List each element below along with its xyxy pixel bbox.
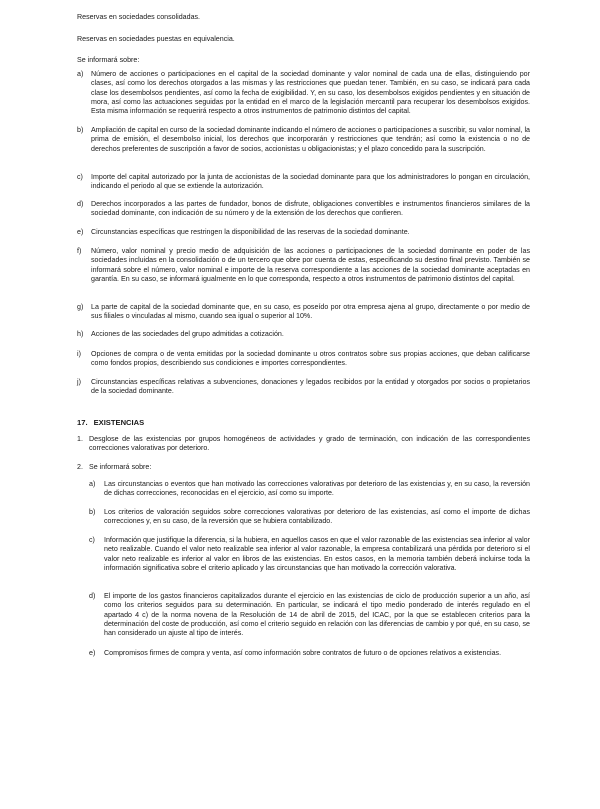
list-text: Circunstancias específicas que restringen la disponibilidad de las reservas de la sociedad dominante. <box>91 228 410 236</box>
list-text: Información que justifique la diferencia, si la hubiera, en aquellos casos en que el valor razonable de las existencias sea inferior al valor neto realizable. Cuando el valor neto realizable sea inferior al valor razonable, la empresa contabilizará una pérdida por deterioro si el valor neto realizable es inferior al valor en libros de las existencias. En estos casos, en la memoria también deberá incluirse toda la información significativa sobre el criterio aplicado y las circunstancias que han motivado la corrección valorativa. <box>104 536 530 572</box>
list-label: 1. <box>77 435 83 443</box>
list-text: Acciones de las sociedades del grupo admitidas a cotización. <box>91 330 284 338</box>
intro-line-3: Se informará sobre: <box>77 56 140 64</box>
list-label: h) <box>77 330 84 338</box>
list-label: i) <box>77 350 81 358</box>
list-label: e) <box>77 228 84 236</box>
list-label: 2. <box>77 463 83 471</box>
section-number: 17. <box>77 418 88 427</box>
list-text: Número de acciones o participaciones en el capital de la sociedad dominante y valor nominal de cada una de ellas, distinguiendo por clases, así como los derechos otorgados a las mismas y las restricciones que puedan tener. También, en su caso, se indicará para cada clase los desembolsos pendientes, así como la fecha de exigibilidad. Y, en su caso, los desembolsos exigidos pendientes y en situación de mora, así como las actuaciones seguidas por la entidad en el marco de la legislación mercantil para recuperar los desembolsos exigidos. Esta misma información se requerirá respecto a otros instrumentos de patrimonio distintos del capital. <box>91 70 530 116</box>
list-label: f) <box>77 247 82 255</box>
list-text: El importe de los gastos financieros capitalizados durante el ejercicio en las existencias de ciclo de producción superior a un año, así como los criterios seguidos para su determinación. En particular, se indicará el tipo medio ponderado de interés regulado en el apartado 4 c) de la norma novena de la Resolución de 14 de abril de 2015, del ICAC, por la que se establecen criterios para la determinación del coste de producción, así como el criterio seguido en relación con las diferencias de cambio y por qué, en su caso, se han considerado un ajuste al tipo de interés. <box>104 592 530 638</box>
list-label: g) <box>77 303 84 311</box>
list-label: d) <box>77 200 84 208</box>
list-text: Número, valor nominal y precio medio de adquisición de las acciones o participaciones de la sociedad dominante en poder de las sociedades incluidas en la consolidación o de un tercero que obre por cuenta de estas, especificando su destino final previsto. También se informará sobre el número, valor nominal e importe de la reserva correspondiente a las acciones de la sociedad dominante aceptadas en garantía. En su caso, se informará igualmente en lo que corresponda, respecto a otros instrumentos de patrimonio distintos del capital. <box>91 247 530 283</box>
list-label: c) <box>77 173 83 181</box>
list-label: b) <box>89 508 96 516</box>
list-text: Opciones de compra o de venta emitidas por la sociedad dominante u otros contratos sobre sus propias acciones, que deban calificarse como fondos propios, describiendo sus condiciones e importes correspondientes. <box>91 350 530 368</box>
list-text: Derechos incorporados a las partes de fundador, bonos de disfrute, obligaciones convertibles e instrumentos financieros similares de la sociedad dominante, con indicación de su número y de la extensión de los derechos que confieren. <box>91 200 530 218</box>
list-text: Las circunstancias o eventos que han motivado las correcciones valorativas por deterioro de las existencias y, en su caso, la reversión de dichas correcciones, reconocidas en el ejercicio, así como su importe. <box>104 480 530 498</box>
section-title: EXISTENCIAS <box>93 418 145 427</box>
list-text: Se informará sobre: <box>89 463 152 471</box>
list-text: Compromisos firmes de compra y venta, así como información sobre contratos de futuro o de opciones relativos a existencias. <box>104 649 502 657</box>
list-text: Importe del capital autorizado por la junta de accionistas de la sociedad dominante para que los administradores lo pongan en circulación, indicando el periodo al que se extiende la autorización. <box>91 173 530 191</box>
list-text: La parte de capital de la sociedad dominante que, en su caso, es poseído por otra empresa ajena al grupo, directamente o por medio de sus filiales o vinculadas al mismo, cuando sea igual o superior al 10%. <box>91 303 530 321</box>
list-label: j) <box>77 378 81 386</box>
intro-line-2: Reservas en sociedades puestas en equivalencia. <box>77 35 235 43</box>
list-label: a) <box>77 70 84 78</box>
list-label: e) <box>89 649 96 657</box>
list-text: Circunstancias específicas relativas a subvenciones, donaciones y legados recibidos por la entidad y otorgados por socios o propietarios de la sociedad dominante. <box>91 378 530 396</box>
list-label: b) <box>77 126 84 134</box>
list-label: d) <box>89 592 96 600</box>
list-label: a) <box>89 480 96 488</box>
list-text: Ampliación de capital en curso de la sociedad dominante indicando el número de acciones o participaciones a suscribir, su valor nominal, la prima de emisión, el desembolso inicial, los derechos que incorporarán y restricciones que tendrán; así como la existencia o no de derechos preferentes de suscripción a favor de socios, accionistas u obligacionistas; y el plazo concedido para la suscripción. <box>91 126 530 153</box>
list-text: Los criterios de valoración seguidos sobre correcciones valorativas por deterioro de las existencias, así como el importe de dichas correcciones y, en su caso, de la reversión que se hubiera contabilizado. <box>104 508 530 526</box>
section-heading <box>77 418 150 427</box>
list-text: Desglose de las existencias por grupos homogéneos de actividades y grado de terminación, con indicación de las correspondientes correcciones valorativas por deterioro. <box>89 435 530 453</box>
intro-line-1: Reservas en sociedades consolidadas. <box>77 13 201 21</box>
list-label: c) <box>89 536 95 544</box>
